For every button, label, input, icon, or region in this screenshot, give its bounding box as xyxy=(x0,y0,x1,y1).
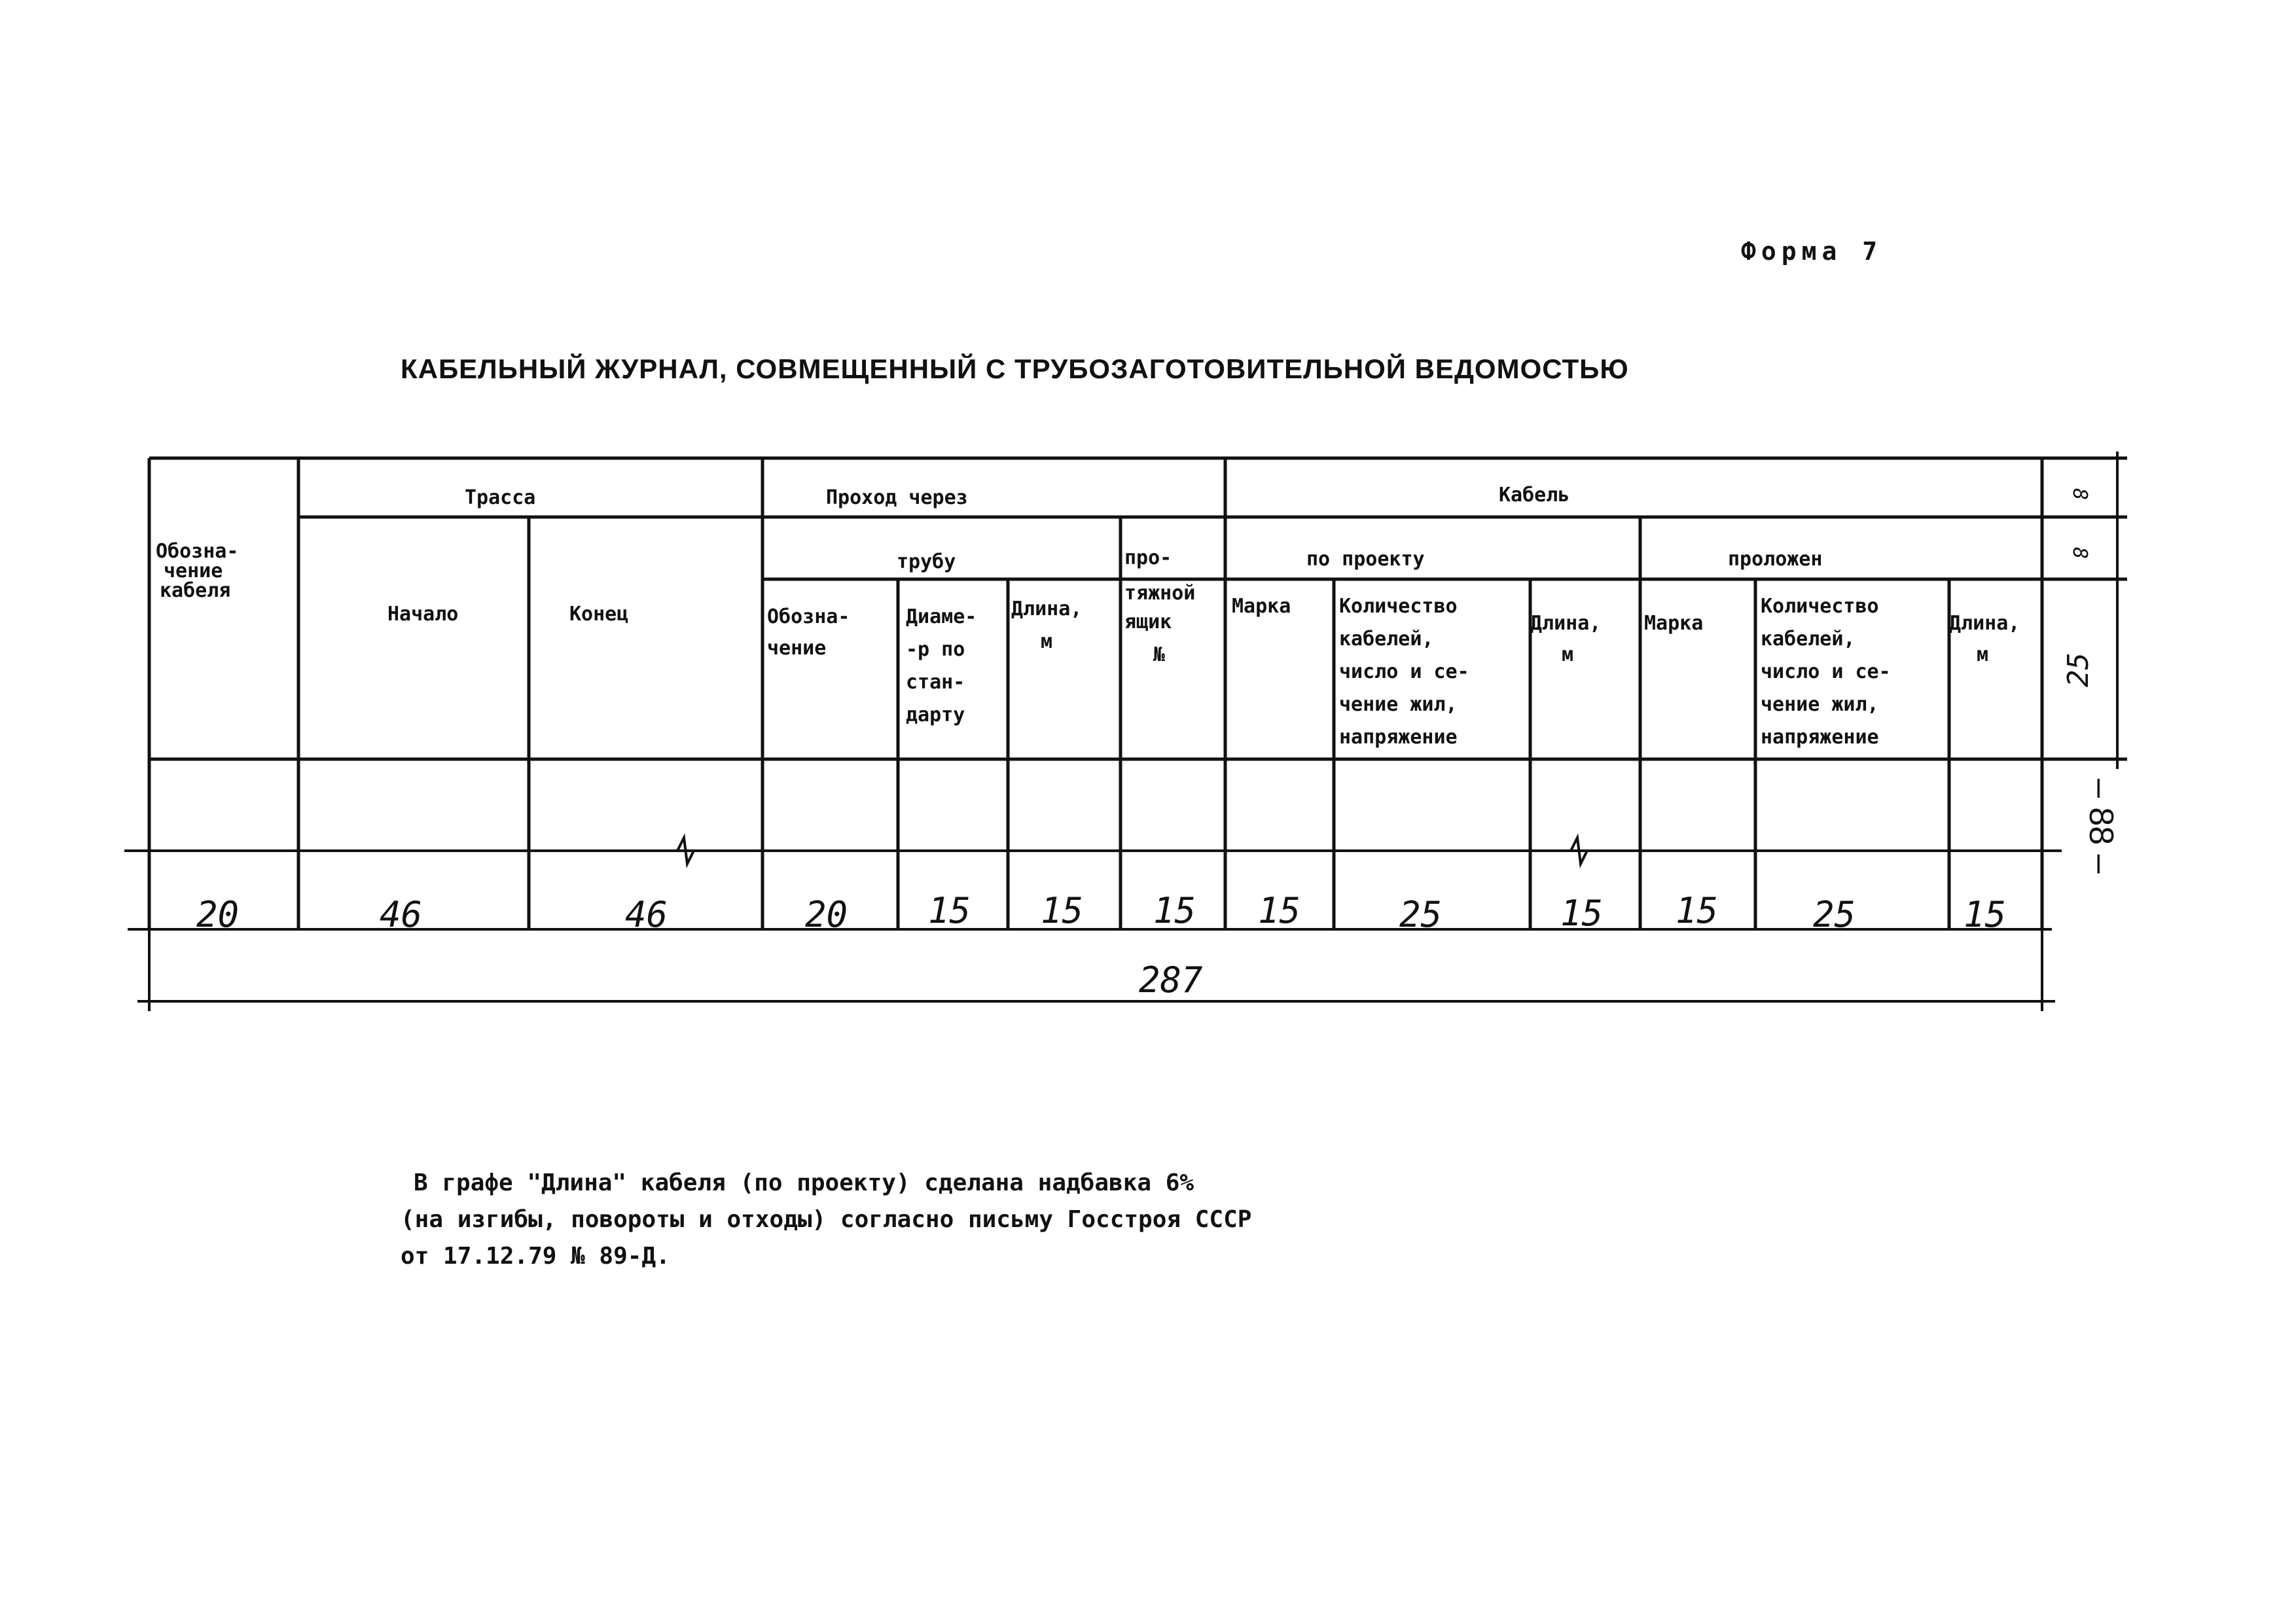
design-quantity-line: чение жил, xyxy=(1339,693,1458,716)
column-width-label: 25 xyxy=(1813,894,1856,935)
column-width-label: 15 xyxy=(1964,894,2007,935)
laid-quantity-line: число и се- xyxy=(1761,660,1891,683)
pipe-diameter-line: Диаме- xyxy=(906,605,977,628)
group-passage-header: Проход через xyxy=(826,486,968,509)
pipe-designation-line: чение xyxy=(767,637,827,660)
column-width-label: 20 xyxy=(196,894,240,935)
design-quantity-line: кабелей, xyxy=(1339,628,1434,651)
laid-quantity-line: Количество xyxy=(1761,595,1879,618)
pipe-designation-line: Обозна- xyxy=(767,605,850,628)
row-height-label: 25 xyxy=(2062,652,2095,687)
laid-length-line: Длина, xyxy=(1949,612,2020,635)
column-width-label: 46 xyxy=(625,894,668,935)
column-width-label: 15 xyxy=(1041,890,1084,931)
laid-length-line: м xyxy=(1977,643,1989,666)
pipe-length-line: Длина, xyxy=(1011,597,1083,620)
pull-box-line: про- xyxy=(1124,546,1172,569)
pipe-diameter-line: -р по xyxy=(906,638,965,661)
pipe-diameter-line: стан- xyxy=(906,671,965,694)
row-height-label: 8 xyxy=(2068,547,2091,560)
design-length-line: Длина, xyxy=(1530,612,1602,635)
laid-quantity-line: кабелей, xyxy=(1761,628,1856,651)
design-quantity-line: Количество xyxy=(1339,595,1458,618)
laid-quantity-line: напряжение xyxy=(1761,726,1879,749)
column-width-label: 25 xyxy=(1399,894,1443,935)
laid-quantity-line: чение жил, xyxy=(1761,693,1879,716)
column-width-label: 15 xyxy=(1258,890,1301,931)
col-cable-designation-line: кабеля xyxy=(160,579,231,602)
pipe-diameter-line: дарту xyxy=(906,704,965,726)
footnote-line: В графе "Длина" кабеля (по проекту) сделана надбавка 6% xyxy=(414,1169,1194,1196)
group-cable-header: Кабель xyxy=(1499,484,1570,507)
column-width-label: 15 xyxy=(1560,893,1604,934)
subgroup-design-header: по проекту xyxy=(1306,548,1425,571)
route-start-header: Начало xyxy=(387,603,459,626)
subgroup-pipe-header: трубу xyxy=(897,550,956,573)
col-cable-designation-line: Обозна- xyxy=(156,540,239,563)
group-route-header: Трасса xyxy=(465,486,536,509)
pipe-length-line: м xyxy=(1041,630,1053,653)
col-cable-designation-line: чение xyxy=(164,560,223,582)
footnote xyxy=(401,1165,1252,1275)
column-width-label: 15 xyxy=(1676,890,1719,931)
column-width-label: 20 xyxy=(805,894,848,935)
column-width-label: 46 xyxy=(380,894,423,935)
document-title: КАБЕЛЬНЫЙ ЖУРНАЛ, СОВМЕЩЕННЫЙ С ТРУБОЗАГОТОВИТЕЛЬНОЙ ВЕДОМОСТЬЮ xyxy=(401,353,1629,384)
footnote-line: (на изгибы, повороты и отходы) согласно письму Госстроя СССР xyxy=(401,1206,1252,1233)
laid-brand-header: Марка xyxy=(1644,612,1704,635)
design-quantity-line: напряжение xyxy=(1339,726,1458,749)
column-width-label: 15 xyxy=(1153,890,1196,931)
footnote-line: от 17.12.79 № 89-Д. xyxy=(401,1243,670,1270)
pull-box-line: ящик xyxy=(1124,611,1172,633)
route-end-header: Конец xyxy=(569,603,629,626)
pull-box-line: тяжной xyxy=(1124,582,1196,605)
form-label: Форма 7 xyxy=(1741,237,1883,266)
page-number: – 88 – xyxy=(2082,779,2120,874)
total-width-label: 287 xyxy=(1139,959,1203,1001)
design-brand-header: Марка xyxy=(1232,595,1291,618)
subgroup-laid-header: проложен xyxy=(1728,548,1823,571)
row-height-label: 8 xyxy=(2068,488,2091,501)
design-quantity-line: число и се- xyxy=(1339,660,1469,683)
column-width-label: 15 xyxy=(928,890,971,931)
design-length-line: м xyxy=(1562,643,1574,666)
pull-box-line: № xyxy=(1153,643,1166,666)
